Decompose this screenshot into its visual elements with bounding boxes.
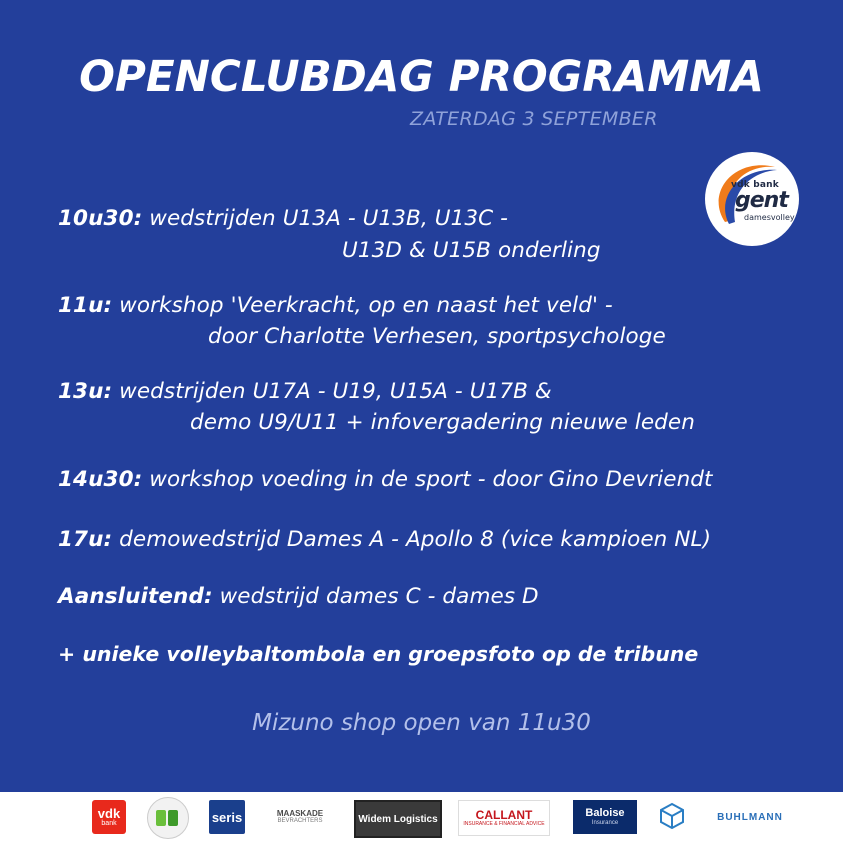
sponsor-callant <box>458 800 550 836</box>
program-text: wedstrijden U17A - U19, U15A - U17B & <box>119 379 552 404</box>
club-logo-bank: vdk bank <box>731 180 779 190</box>
program-continuation: U13D & U15B onderling <box>342 238 601 263</box>
program-time: 17u: <box>58 527 113 552</box>
sponsor-cube-logo-icon <box>658 800 686 834</box>
sponsor-vdk <box>92 800 126 834</box>
program-continuation: demo U9/U11 + infovergadering nieuwe leden <box>190 410 695 435</box>
sponsor-maaskade-name: MAASKADE <box>276 808 324 818</box>
sponsor-buhlmann <box>702 800 798 834</box>
program-continuation: door Charlotte Verhesen, sportpsychologe <box>208 324 666 349</box>
program-item <box>58 379 552 404</box>
program-text: wedstrijden U13A - U13B, U13C - <box>149 206 509 231</box>
sponsor-maaskade <box>262 800 338 834</box>
sponsor-callant-name: CALLANT <box>475 808 533 823</box>
program-item <box>58 527 711 552</box>
club-logo <box>705 152 799 246</box>
sponsor-widem-name: Widem Logistics <box>358 813 438 825</box>
program-text: wedstrijd dames C - dames D <box>219 584 539 609</box>
program-item <box>58 467 713 492</box>
sponsor-circle-logo-icon <box>147 797 189 839</box>
sponsor-maaskade-sub: BEVRACHTERS <box>277 818 323 825</box>
program-time: 13u: <box>58 379 113 404</box>
program-item <box>58 584 539 609</box>
sponsor-vdk-name: vdk <box>97 806 121 821</box>
sponsor-baloise-sub: Insurance <box>591 819 619 826</box>
sponsor-baloise <box>573 800 637 834</box>
shop-line: Mizuno shop open van 11u30 <box>252 710 591 736</box>
program-text: workshop 'Veerkracht, op en naast het veld' - <box>119 293 613 318</box>
program-time: 10u30: <box>58 206 143 231</box>
sponsor-widem <box>354 800 442 838</box>
program-item <box>58 206 508 231</box>
page-title: OPENCLUBDAG PROGRAMMA <box>79 52 764 102</box>
event-date: ZATERDAG 3 SEPTEMBER <box>410 108 658 130</box>
program-text: workshop voeding in de sport - door Gino Devriendt <box>149 467 713 492</box>
sponsor-vdk-sub: bank <box>101 820 117 827</box>
sponsor-callant-sub: INSURANCE & FINANCIAL ADVICE <box>463 820 545 827</box>
program-item <box>58 293 613 318</box>
club-logo-sub: damesvolley <box>744 213 795 222</box>
sponsor-seris <box>209 800 245 834</box>
program-time: 14u30: <box>58 467 143 492</box>
program-time: Aansluitend: <box>58 584 213 609</box>
sponsor-baloise-name: Baloise <box>585 807 625 820</box>
sponsor-seris-name: seris <box>211 809 243 825</box>
sponsor-bar <box>0 792 843 843</box>
program-time: 11u: <box>58 293 113 318</box>
sponsor-buhlmann-name: BUHLMANN <box>717 811 783 823</box>
club-logo-name: gent <box>735 188 788 213</box>
bonus-line: + unieke volleybaltombola en groepsfoto op de tribune <box>58 642 699 666</box>
program-text: demowedstrijd Dames A - Apollo 8 (vice kampioen NL) <box>119 527 712 552</box>
